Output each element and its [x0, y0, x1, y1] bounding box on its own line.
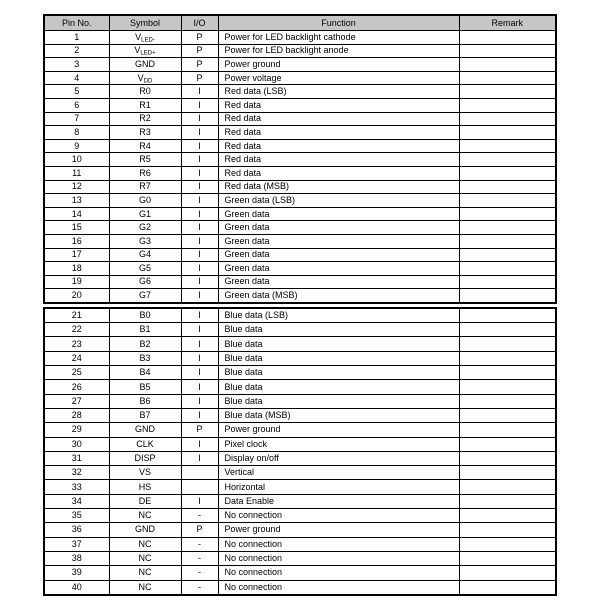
pin-cell: 3 — [44, 58, 109, 72]
remark-cell — [459, 234, 556, 248]
io-cell: I — [181, 351, 218, 365]
remark-cell — [459, 153, 556, 167]
table-row-pin-25 — [44, 366, 556, 380]
io-cell: I — [181, 394, 218, 408]
table-row-pin-18 — [44, 262, 556, 276]
symbol-cell: G4 — [109, 248, 181, 262]
pin-cell: 20 — [44, 289, 109, 303]
symbol-cell: VS — [109, 466, 181, 480]
io-cell: P — [181, 44, 218, 58]
table-row-pin-28 — [44, 408, 556, 422]
symbol-cell: G0 — [109, 194, 181, 208]
symbol-cell: B7 — [109, 408, 181, 422]
table-row-pin-17 — [44, 248, 556, 262]
pin-cell: 12 — [44, 180, 109, 194]
pin-cell: 15 — [44, 221, 109, 235]
function-cell: Data Enable — [218, 494, 459, 508]
table-row-pin-5 — [44, 85, 556, 99]
table-row-pin-11 — [44, 166, 556, 180]
function-cell: Red data — [218, 126, 459, 140]
symbol-cell: G3 — [109, 234, 181, 248]
pin-table-pins-1-20 — [43, 14, 557, 304]
function-cell: Power ground — [218, 58, 459, 72]
table-row-pin-2 — [44, 44, 556, 58]
io-cell: I — [181, 98, 218, 112]
io-cell: I — [181, 248, 218, 262]
table-row-pin-23 — [44, 337, 556, 351]
function-cell: No connection — [218, 509, 459, 523]
pin-cell: 1 — [44, 31, 109, 45]
table-header-row — [44, 15, 556, 31]
remark-cell — [459, 180, 556, 194]
remark-cell — [459, 451, 556, 465]
function-cell: Pixel clock — [218, 437, 459, 451]
function-cell: Red data — [218, 98, 459, 112]
table-row-pin-15 — [44, 221, 556, 235]
table-row-pin-14 — [44, 207, 556, 221]
symbol-cell: NC — [109, 566, 181, 580]
io-cell: I — [181, 337, 218, 351]
pin-cell: 27 — [44, 394, 109, 408]
symbol-cell: G7 — [109, 289, 181, 303]
io-cell: I — [181, 194, 218, 208]
symbol-cell: R5 — [109, 153, 181, 167]
function-cell: Power ground — [218, 423, 459, 437]
function-cell: Green data — [218, 221, 459, 235]
function-cell: Red data — [218, 153, 459, 167]
remark-cell — [459, 85, 556, 99]
column-header-remark: Remark — [459, 15, 556, 31]
remark-cell — [459, 466, 556, 480]
pin-cell: 8 — [44, 126, 109, 140]
symbol-cell: R7 — [109, 180, 181, 194]
remark-cell — [459, 71, 556, 85]
io-cell: P — [181, 31, 218, 45]
remark-cell — [459, 58, 556, 72]
column-header-pin: Pin No. — [44, 15, 109, 31]
pin-cell: 9 — [44, 139, 109, 153]
symbol-cell: HS — [109, 480, 181, 494]
function-cell: Power for LED backlight anode — [218, 44, 459, 58]
symbol-cell: GND — [109, 58, 181, 72]
table-row-pin-22 — [44, 323, 556, 337]
table-row-pin-12 — [44, 180, 556, 194]
function-cell: Horizontal — [218, 480, 459, 494]
function-cell: Power for LED backlight cathode — [218, 31, 459, 45]
remark-cell — [459, 308, 556, 323]
io-cell: P — [181, 523, 218, 537]
table-row-pin-1 — [44, 31, 556, 45]
function-cell: Blue data (LSB) — [218, 308, 459, 323]
pin-cell: 21 — [44, 308, 109, 323]
remark-cell — [459, 98, 556, 112]
symbol-cell: R2 — [109, 112, 181, 126]
io-cell: I — [181, 153, 218, 167]
function-cell: Blue data — [218, 380, 459, 394]
table-row-pin-39 — [44, 566, 556, 580]
io-cell: I — [181, 408, 218, 422]
io-cell: - — [181, 537, 218, 551]
symbol-cell: NC — [109, 551, 181, 565]
remark-cell — [459, 494, 556, 508]
remark-cell — [459, 323, 556, 337]
symbol-subscript: DD — [143, 78, 153, 85]
io-cell: - — [181, 580, 218, 595]
function-cell: No connection — [218, 551, 459, 565]
function-cell: Power voltage — [218, 71, 459, 85]
pin-cell: 16 — [44, 234, 109, 248]
symbol-cell: R1 — [109, 98, 181, 112]
function-cell: Red data (LSB) — [218, 85, 459, 99]
pin-cell: 4 — [44, 71, 109, 85]
symbol-cell: B6 — [109, 394, 181, 408]
pin-cell: 39 — [44, 566, 109, 580]
symbol-cell: DISP — [109, 451, 181, 465]
io-cell: - — [181, 509, 218, 523]
pin-cell: 23 — [44, 337, 109, 351]
remark-cell — [459, 44, 556, 58]
table-row-pin-34 — [44, 494, 556, 508]
function-cell: No connection — [218, 580, 459, 595]
io-cell: I — [181, 139, 218, 153]
table-row-pin-31 — [44, 451, 556, 465]
function-cell: Vertical — [218, 466, 459, 480]
remark-cell — [459, 112, 556, 126]
remark-cell — [459, 408, 556, 422]
function-cell: Red data (MSB) — [218, 180, 459, 194]
remark-cell — [459, 139, 556, 153]
remark-cell — [459, 551, 556, 565]
symbol-cell: B3 — [109, 351, 181, 365]
table-row-pin-24 — [44, 351, 556, 365]
column-header-function: Function — [218, 15, 459, 31]
function-cell: Red data — [218, 166, 459, 180]
remark-cell — [459, 248, 556, 262]
symbol-cell: DE — [109, 494, 181, 508]
remark-cell — [459, 580, 556, 595]
io-cell: P — [181, 71, 218, 85]
pin-cell: 5 — [44, 85, 109, 99]
io-cell: I — [181, 308, 218, 323]
function-cell: Blue data (MSB) — [218, 408, 459, 422]
io-cell: I — [181, 207, 218, 221]
remark-cell — [459, 509, 556, 523]
remark-cell — [459, 423, 556, 437]
io-cell: I — [181, 234, 218, 248]
pin-cell: 22 — [44, 323, 109, 337]
pin-cell: 2 — [44, 44, 109, 58]
remark-cell — [459, 262, 556, 276]
remark-cell — [459, 437, 556, 451]
table-row-pin-30 — [44, 437, 556, 451]
io-cell: P — [181, 423, 218, 437]
io-cell: I — [181, 180, 218, 194]
remark-cell — [459, 380, 556, 394]
pin-table-pins-21-40 — [43, 307, 557, 596]
table-row-pin-26 — [44, 380, 556, 394]
io-cell: - — [181, 551, 218, 565]
pin-cell: 11 — [44, 166, 109, 180]
table-row-pin-10 — [44, 153, 556, 167]
table-row-pin-35 — [44, 509, 556, 523]
remark-cell — [459, 351, 556, 365]
remark-cell — [459, 337, 556, 351]
symbol-cell: NC — [109, 509, 181, 523]
function-cell: Blue data — [218, 394, 459, 408]
table-row-pin-37 — [44, 537, 556, 551]
io-cell: I — [181, 221, 218, 235]
pin-cell: 38 — [44, 551, 109, 565]
pin-cell: 29 — [44, 423, 109, 437]
table-row-pin-3 — [44, 58, 556, 72]
table-row-pin-19 — [44, 275, 556, 289]
symbol-cell: B4 — [109, 366, 181, 380]
function-cell: Red data — [218, 112, 459, 126]
function-cell: Power ground — [218, 523, 459, 537]
function-cell: Red data — [218, 139, 459, 153]
table-row-pin-33 — [44, 480, 556, 494]
io-cell — [181, 480, 218, 494]
io-cell: I — [181, 289, 218, 303]
pin-cell: 24 — [44, 351, 109, 365]
symbol-cell: R0 — [109, 85, 181, 99]
symbol-cell: CLK — [109, 437, 181, 451]
function-cell: No connection — [218, 537, 459, 551]
io-cell: I — [181, 323, 218, 337]
symbol-cell: G1 — [109, 207, 181, 221]
remark-cell — [459, 126, 556, 140]
symbol-subscript: LED+ — [140, 50, 156, 57]
pin-cell: 33 — [44, 480, 109, 494]
pin-cell: 37 — [44, 537, 109, 551]
column-header-symbol: Symbol — [109, 15, 181, 31]
symbol-subscript: LED- — [141, 37, 155, 44]
io-cell: I — [181, 262, 218, 276]
table-row-pin-29 — [44, 423, 556, 437]
io-cell: I — [181, 275, 218, 289]
io-cell: - — [181, 566, 218, 580]
symbol-cell: NC — [109, 537, 181, 551]
remark-cell — [459, 194, 556, 208]
function-cell: Green data (LSB) — [218, 194, 459, 208]
pin-cell: 13 — [44, 194, 109, 208]
pin-cell: 19 — [44, 275, 109, 289]
remark-cell — [459, 566, 556, 580]
io-cell: I — [181, 112, 218, 126]
table-row-pin-27 — [44, 394, 556, 408]
pin-cell: 14 — [44, 207, 109, 221]
symbol-cell: GND — [109, 423, 181, 437]
symbol-cell: B0 — [109, 308, 181, 323]
pin-assignment-tables — [43, 14, 557, 596]
remark-cell — [459, 289, 556, 303]
pin-cell: 17 — [44, 248, 109, 262]
io-cell: I — [181, 166, 218, 180]
function-cell: No connection — [218, 566, 459, 580]
pin-cell: 7 — [44, 112, 109, 126]
io-cell: P — [181, 58, 218, 72]
io-cell: I — [181, 126, 218, 140]
table-row-pin-13 — [44, 194, 556, 208]
table-row-pin-9 — [44, 139, 556, 153]
symbol-cell: G5 — [109, 262, 181, 276]
table-row-pin-32 — [44, 466, 556, 480]
pin-cell: 31 — [44, 451, 109, 465]
table-row-pin-6 — [44, 98, 556, 112]
function-cell: Green data — [218, 207, 459, 221]
pin-cell: 26 — [44, 380, 109, 394]
symbol-cell: $V_{LED-}$ — [109, 31, 181, 45]
remark-cell — [459, 221, 556, 235]
function-cell: Blue data — [218, 337, 459, 351]
remark-cell — [459, 366, 556, 380]
pin-cell: 36 — [44, 523, 109, 537]
symbol-cell: $V_{DD}$ — [109, 71, 181, 85]
remark-cell — [459, 207, 556, 221]
remark-cell — [459, 523, 556, 537]
function-cell: Green data — [218, 248, 459, 262]
table-row-pin-7 — [44, 112, 556, 126]
function-cell: Blue data — [218, 351, 459, 365]
io-cell: I — [181, 380, 218, 394]
symbol-cell: R3 — [109, 126, 181, 140]
pin-cell: 32 — [44, 466, 109, 480]
symbol-cell: NC — [109, 580, 181, 595]
remark-cell — [459, 166, 556, 180]
function-cell: Green data — [218, 275, 459, 289]
function-cell: Green data — [218, 234, 459, 248]
table-row-pin-40 — [44, 580, 556, 595]
pin-cell: 18 — [44, 262, 109, 276]
remark-cell — [459, 537, 556, 551]
remark-cell — [459, 275, 556, 289]
table-row-pin-20 — [44, 289, 556, 303]
remark-cell — [459, 31, 556, 45]
table-row-pin-8 — [44, 126, 556, 140]
pin-cell: 6 — [44, 98, 109, 112]
table-row-pin-38 — [44, 551, 556, 565]
function-cell: Green data (MSB) — [218, 289, 459, 303]
io-cell: I — [181, 437, 218, 451]
symbol-cell: G2 — [109, 221, 181, 235]
pin-cell: 28 — [44, 408, 109, 422]
pin-cell: 30 — [44, 437, 109, 451]
symbol-cell: G6 — [109, 275, 181, 289]
table-row-pin-36 — [44, 523, 556, 537]
remark-cell — [459, 394, 556, 408]
io-cell: I — [181, 85, 218, 99]
io-cell — [181, 466, 218, 480]
symbol-cell: B1 — [109, 323, 181, 337]
table-row-pin-16 — [44, 234, 556, 248]
remark-cell — [459, 480, 556, 494]
pin-cell: 10 — [44, 153, 109, 167]
io-cell: I — [181, 494, 218, 508]
table-row-pin-4 — [44, 71, 556, 85]
function-cell: Blue data — [218, 323, 459, 337]
symbol-cell: GND — [109, 523, 181, 537]
pin-cell: 25 — [44, 366, 109, 380]
function-cell: Display on/off — [218, 451, 459, 465]
function-cell: Green data — [218, 262, 459, 276]
table-row-pin-21 — [44, 308, 556, 323]
function-cell: Blue data — [218, 366, 459, 380]
io-cell: I — [181, 366, 218, 380]
symbol-cell: $V_{LED+}$ — [109, 44, 181, 58]
symbol-cell: B5 — [109, 380, 181, 394]
symbol-cell: B2 — [109, 337, 181, 351]
symbol-cell: R6 — [109, 166, 181, 180]
symbol-cell: R4 — [109, 139, 181, 153]
pin-cell: 34 — [44, 494, 109, 508]
io-cell: I — [181, 451, 218, 465]
pin-cell: 40 — [44, 580, 109, 595]
pin-cell: 35 — [44, 509, 109, 523]
column-header-io: I/O — [181, 15, 218, 31]
